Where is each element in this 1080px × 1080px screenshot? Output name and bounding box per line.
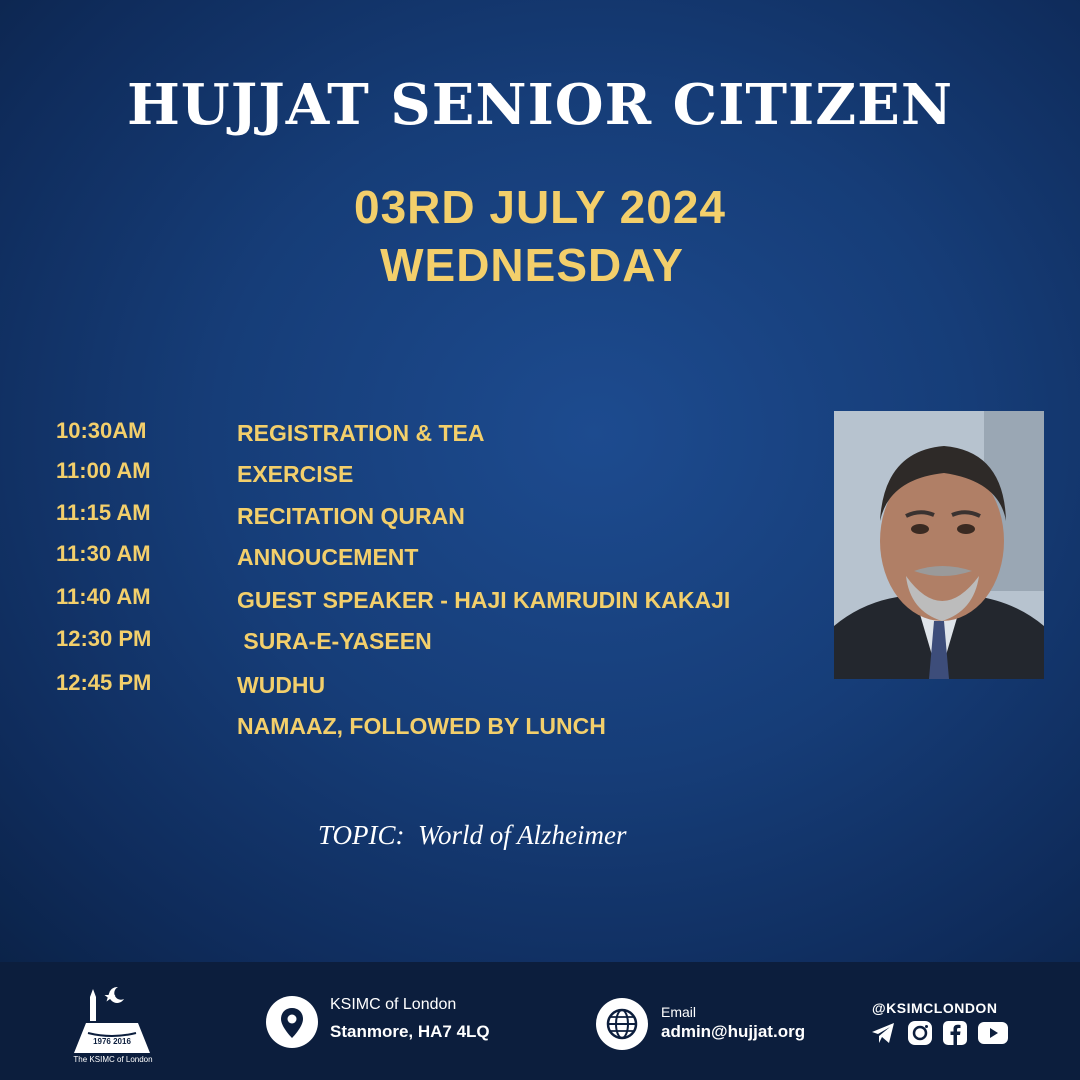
email-label: Email: [661, 1004, 697, 1020]
schedule-row: [0, 670, 840, 710]
footer-bar: [0, 962, 1080, 1080]
schedule-item: WUDHU: [237, 672, 326, 698]
schedule-item: ANNOUCEMENT: [237, 544, 419, 570]
facebook-icon[interactable]: [942, 1020, 968, 1046]
schedule-row: [0, 584, 840, 624]
schedule-item: NAMAAZ, FOLLOWED BY LUNCH: [237, 713, 606, 739]
logo-badge: 1976 2016: [93, 1037, 131, 1046]
schedule-time: 12:30 PM: [56, 626, 152, 651]
schedule-item: REGISTRATION & TEA: [237, 420, 485, 446]
globe-icon: [596, 998, 648, 1050]
address-line: Stanmore, HA7 4LQ: [330, 1022, 490, 1041]
email-link[interactable]: admin@hujjat.org: [661, 1022, 806, 1041]
schedule-row: [0, 626, 840, 666]
schedule-row: [0, 541, 840, 581]
social-handle[interactable]: @KSIMCLONDON: [872, 1000, 998, 1016]
schedule-item: GUEST SPEAKER - HAJI KAMRUDIN KAKAJI: [237, 587, 731, 613]
event-date: 03RD JULY 2024: [353, 181, 727, 233]
address-name: KSIMC of London: [330, 996, 457, 1013]
schedule-item: EXERCISE: [237, 461, 354, 487]
schedule-time: 11:15 AM: [56, 500, 151, 525]
location-pin-icon: [266, 996, 318, 1048]
schedule-time: 12:45 PM: [56, 670, 152, 695]
logo-caption: The KSIMC of London: [73, 1055, 153, 1064]
schedule-row: [0, 458, 840, 498]
poster-title: HUJJAT SENIOR CITIZEN: [127, 72, 953, 138]
speaker-photo: [834, 411, 1044, 679]
schedule-row: [0, 712, 840, 752]
schedule-row: [0, 500, 840, 540]
schedule-time: 11:30 AM: [56, 541, 151, 566]
instagram-icon[interactable]: [907, 1020, 933, 1046]
schedule-row: [0, 418, 840, 458]
topic-text: TOPIC: World of Alzheimer: [318, 820, 627, 850]
schedule-time: 11:40 AM: [56, 584, 151, 609]
schedule-item: RECITATION QURAN: [237, 503, 465, 529]
event-day: WEDNESDAY: [380, 239, 684, 291]
schedule-item: SURA-E-YASEEN: [237, 628, 432, 654]
telegram-icon[interactable]: [870, 1020, 896, 1046]
schedule-time: 10:30AM: [56, 418, 147, 443]
youtube-icon[interactable]: [977, 1020, 1009, 1046]
schedule-time: 11:00 AM: [56, 458, 151, 483]
speaker-portrait: [834, 411, 1044, 679]
